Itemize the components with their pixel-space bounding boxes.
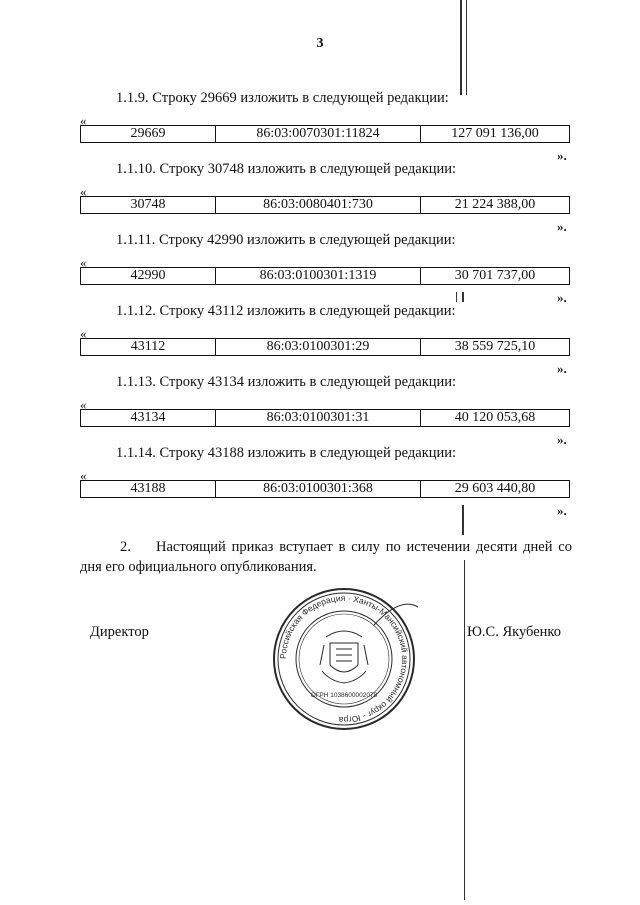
table-row — [80, 267, 570, 285]
close-quote: ». — [557, 148, 567, 163]
cadastral-value-cell: 38 559 725,10 — [454, 339, 536, 354]
table-row — [80, 480, 570, 498]
cadastral-number-cell: 86:03:0070301:11824 — [216, 126, 421, 142]
cadastral-number-cell: 86:03:0080401:730 — [216, 197, 421, 213]
paragraph-2 — [80, 537, 572, 577]
coat-of-arms-seal-icon — [320, 631, 368, 683]
cadastral-number-cell: 86:03:0100301:29 — [216, 339, 421, 355]
open-quote: « — [80, 397, 87, 412]
open-quote: « — [80, 113, 87, 128]
signatory-name: Ю.С. Якубенко — [467, 624, 561, 640]
page-number: 3 — [316, 36, 324, 51]
cadastral-value-cell: 30 701 737,00 — [454, 268, 536, 283]
table-row — [80, 125, 570, 143]
signatory-title: Директор — [90, 624, 149, 640]
open-quote: « — [80, 326, 87, 341]
seal-ring-text: Российская Федерация · Ханты-Мансийский автономный округ - Югра — [277, 592, 411, 726]
close-quote: ». — [557, 432, 567, 447]
seal-inner-text: ОГРН 1038600002078 — [310, 692, 378, 699]
row-number-cell: 43134 — [81, 410, 216, 426]
close-quote: ». — [557, 290, 567, 305]
row-number-cell: 30748 — [81, 197, 216, 213]
cadastral-value-cell: 21 224 388,00 — [454, 197, 536, 212]
cadastral-value-cell: 29 603 440,80 — [454, 481, 536, 496]
scan-margin-line — [456, 292, 457, 302]
amendment-instruction: 1.1.10. Строку 30748 изложить в следующей редакции: — [116, 161, 457, 177]
scan-margin-line — [460, 0, 462, 95]
row-number-cell: 42990 — [81, 268, 216, 284]
official-seal — [270, 585, 418, 733]
scan-margin-line — [462, 505, 464, 535]
amendment-instruction: 1.1.11. Строку 42990 изложить в следующей редакции: — [116, 232, 456, 248]
cadastral-value-cell: 40 120 053,68 — [454, 410, 536, 425]
scan-margin-line — [462, 292, 464, 302]
cadastral-number-cell: 86:03:0100301:368 — [216, 481, 421, 497]
open-quote: « — [80, 468, 87, 483]
table-row — [80, 196, 570, 214]
close-quote: ». — [557, 503, 567, 518]
amendment-instruction: 1.1.9. Строку 29669 изложить в следующей редакции: — [116, 90, 449, 106]
cadastral-number-cell: 86:03:0100301:1319 — [216, 268, 421, 284]
paragraph-text: Настоящий приказ вступает в силу по истечении десяти дней со дня его официального опубликования. — [80, 539, 572, 575]
amendment-instruction: 1.1.12. Строку 43112 изложить в следующей редакции: — [116, 303, 456, 319]
cadastral-value-cell: 127 091 136,00 — [451, 126, 539, 141]
close-quote: ». — [557, 361, 567, 376]
row-number-cell: 43188 — [81, 481, 216, 497]
amendment-instruction: 1.1.13. Строку 43134 изложить в следующей редакции: — [116, 374, 457, 390]
paragraph-number: 2. — [120, 539, 131, 555]
table-row — [80, 409, 570, 427]
scan-margin-line — [464, 560, 465, 900]
close-quote: ». — [557, 219, 567, 234]
row-number-cell: 43112 — [81, 339, 216, 355]
amendment-instruction: 1.1.14. Строку 43188 изложить в следующей редакции: — [116, 445, 457, 461]
scan-margin-line — [466, 0, 467, 95]
open-quote: « — [80, 184, 87, 199]
open-quote: « — [80, 255, 87, 270]
cadastral-number-cell: 86:03:0100301:31 — [216, 410, 421, 426]
table-row — [80, 338, 570, 356]
row-number-cell: 29669 — [81, 126, 216, 142]
